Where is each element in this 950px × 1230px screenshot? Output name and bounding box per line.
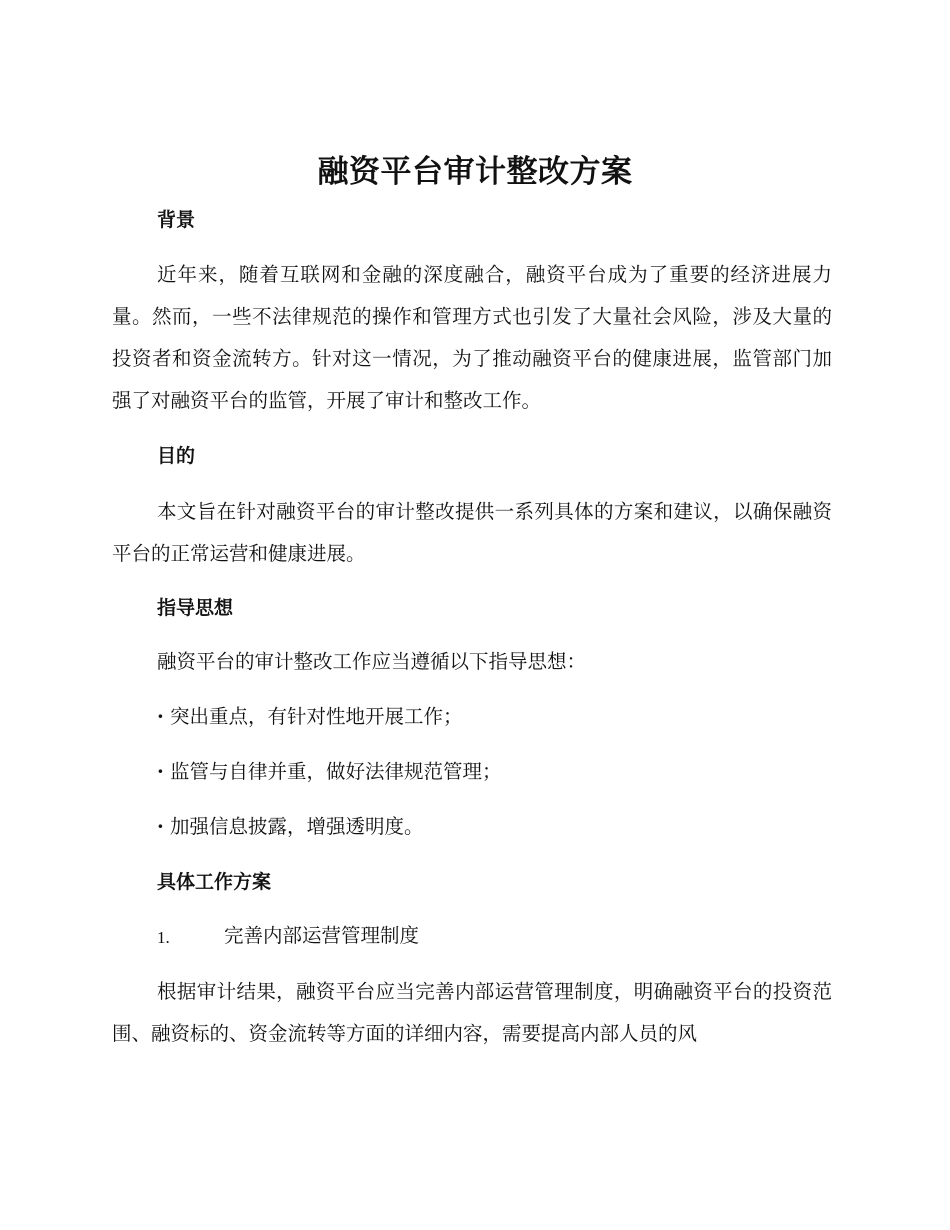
paragraph-guiding-intro: 融资平台的审计整改工作应当遵循以下指导思想： bbox=[157, 650, 587, 673]
paragraph-purpose: 本文旨在针对融资平台的审计整改提供一系列具体的方案和建议，以确保融资平台的正常运营和健康进展。 bbox=[112, 500, 832, 565]
bullet-dot: · bbox=[157, 705, 164, 728]
paragraph-background: 近年来，随着互联网和金融的深度融合，融资平台成为了重要的经济进展力量。然而，一些不法律规范的操作和管理方式也引发了大量社会风险，涉及大量的投资者和资金流转方。针对这一情况，为了推动融资平台的健康进展，监管部门加强了对融资平台的监管，开展了审计和整改工作。 bbox=[112, 263, 832, 412]
document-title: 融资平台审计整改方案 bbox=[317, 154, 633, 190]
section-heading-background: 背景 bbox=[157, 209, 196, 231]
section-heading-plan: 具体工作方案 bbox=[157, 871, 272, 893]
bullet-dot: · bbox=[157, 815, 164, 838]
bullet-item bbox=[157, 813, 424, 841]
section-heading-purpose: 目的 bbox=[157, 445, 196, 467]
bullet-text: 监管与自律并重，做好法律规范管理； bbox=[170, 760, 502, 783]
list-item-title: 完善内部运营管理制度 bbox=[224, 924, 420, 947]
bullet-dot: · bbox=[157, 760, 164, 783]
bullet-item bbox=[157, 758, 502, 786]
bullet-item bbox=[157, 703, 463, 731]
bullet-text: 突出重点，有针对性地开展工作； bbox=[170, 705, 463, 728]
section-heading-guiding: 指导思想 bbox=[157, 597, 234, 619]
bullet-text: 加强信息披露，增强透明度。 bbox=[170, 815, 424, 838]
paragraph-plan: 根据审计结果，融资平台应当完善内部运营管理制度，明确融资平台的投资范围、融资标的、资金流转等方面的详细内容，需要提高内部人员的风 bbox=[112, 980, 832, 1045]
list-item-number: 1. bbox=[157, 928, 170, 947]
